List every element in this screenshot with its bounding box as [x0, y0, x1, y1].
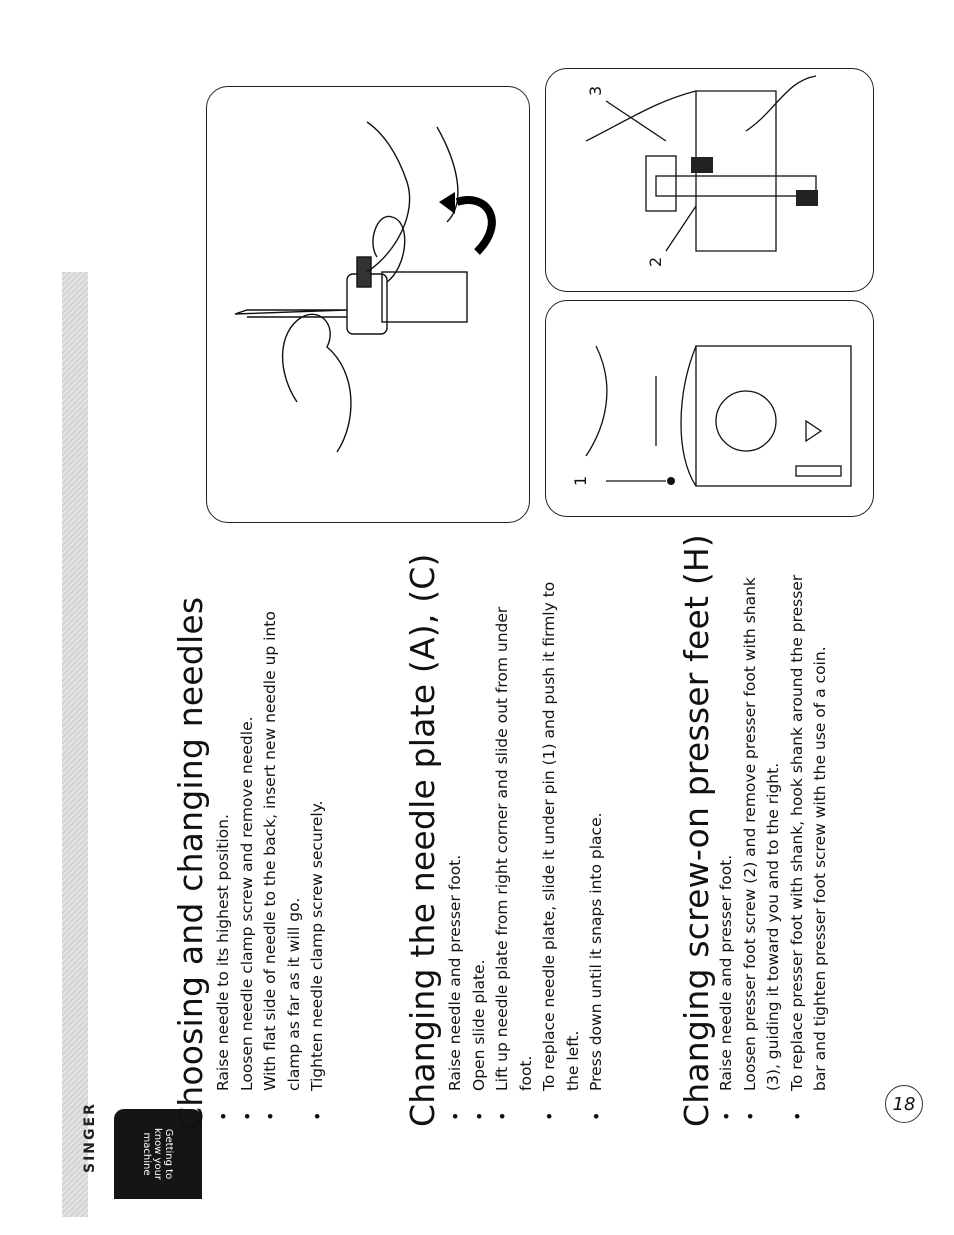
- list-item: • Tighten needle clamp screw securely.: [306, 580, 330, 1125]
- callout-line-3: [606, 101, 666, 141]
- steps-needles: [212, 580, 330, 1125]
- list-item: • Raise needle and presser foot.: [715, 568, 739, 1125]
- brand-logo-text: SINGER: [82, 1102, 98, 1173]
- hand-outline: [586, 91, 696, 141]
- callout-3: 3: [586, 85, 605, 96]
- callout-line-2: [666, 206, 696, 251]
- needle-tip: [235, 310, 347, 314]
- rotate-arrow-icon: [457, 200, 492, 252]
- callout-1: 1: [571, 475, 590, 486]
- finger-lower: [283, 314, 351, 452]
- shank-screw: [796, 190, 818, 206]
- list-item: • Raise needle to its highest position.: [212, 580, 236, 1125]
- header-band: [62, 272, 88, 1217]
- plate-marker: [806, 421, 821, 441]
- plate-slot: [796, 466, 841, 476]
- needle-plate-illustration: [546, 301, 873, 516]
- list-item: • Raise needle and presser foot.: [444, 570, 468, 1125]
- list-item: • Loosen needle clamp screw and remove needle.: [236, 580, 260, 1125]
- arrow-head-icon: [439, 192, 455, 214]
- section-title-presser-feet: Changing screw-on presser feet (H): [677, 533, 716, 1127]
- plate-edge: [681, 346, 696, 486]
- list-item: • Loosen presser foot screw (2) and remove presser foot with shank (3), guiding it toward you and to the right.: [739, 568, 786, 1125]
- list-item: • To replace needle plate, slide it under pin (1) and push it firmly to the left.: [538, 570, 585, 1125]
- list-item: • To replace presser foot with shank, hook shank around the presser bar and tighten presser foot screw with the use of a coin.: [786, 568, 833, 1125]
- presser-foot-illustration: [546, 69, 873, 291]
- bobbin-area: [716, 391, 776, 451]
- page-number-text: 18: [892, 1093, 916, 1115]
- section-title-needles: Choosing and changing needles: [171, 596, 210, 1130]
- presser-foot-shank: [646, 156, 676, 211]
- figure-presser-foot: [545, 68, 874, 292]
- hand-outline: [586, 346, 607, 456]
- finger-outline: [746, 76, 816, 131]
- section-tab-label: Getting to know your machine: [141, 1127, 175, 1181]
- callout-2: 2: [646, 256, 665, 267]
- section-title-needle-plate: Changing the needle plate (A), (C): [403, 553, 442, 1127]
- steps-needle-plate: [444, 570, 609, 1125]
- page-number: [885, 1085, 923, 1123]
- needle-plate: [696, 346, 851, 486]
- needle-bar: [382, 272, 467, 322]
- list-item: • Press down until it snaps into place.: [585, 570, 609, 1125]
- steps-presser-feet: [715, 568, 833, 1125]
- list-item: • Lift up needle plate from right corner and slide out from under foot.: [491, 570, 538, 1125]
- clamp-screw: [357, 257, 371, 287]
- pin-marker: [667, 477, 675, 485]
- list-item: • With flat side of needle to the back, insert new needle up into clamp as far as it will go.: [259, 580, 306, 1125]
- figure-needle-plate: [545, 300, 874, 517]
- foot-screw: [691, 157, 713, 173]
- needle-illustration: [207, 87, 529, 522]
- figure-needle-change: [206, 86, 530, 523]
- presser-bar: [656, 176, 816, 196]
- list-item: • Open slide plate.: [468, 570, 492, 1125]
